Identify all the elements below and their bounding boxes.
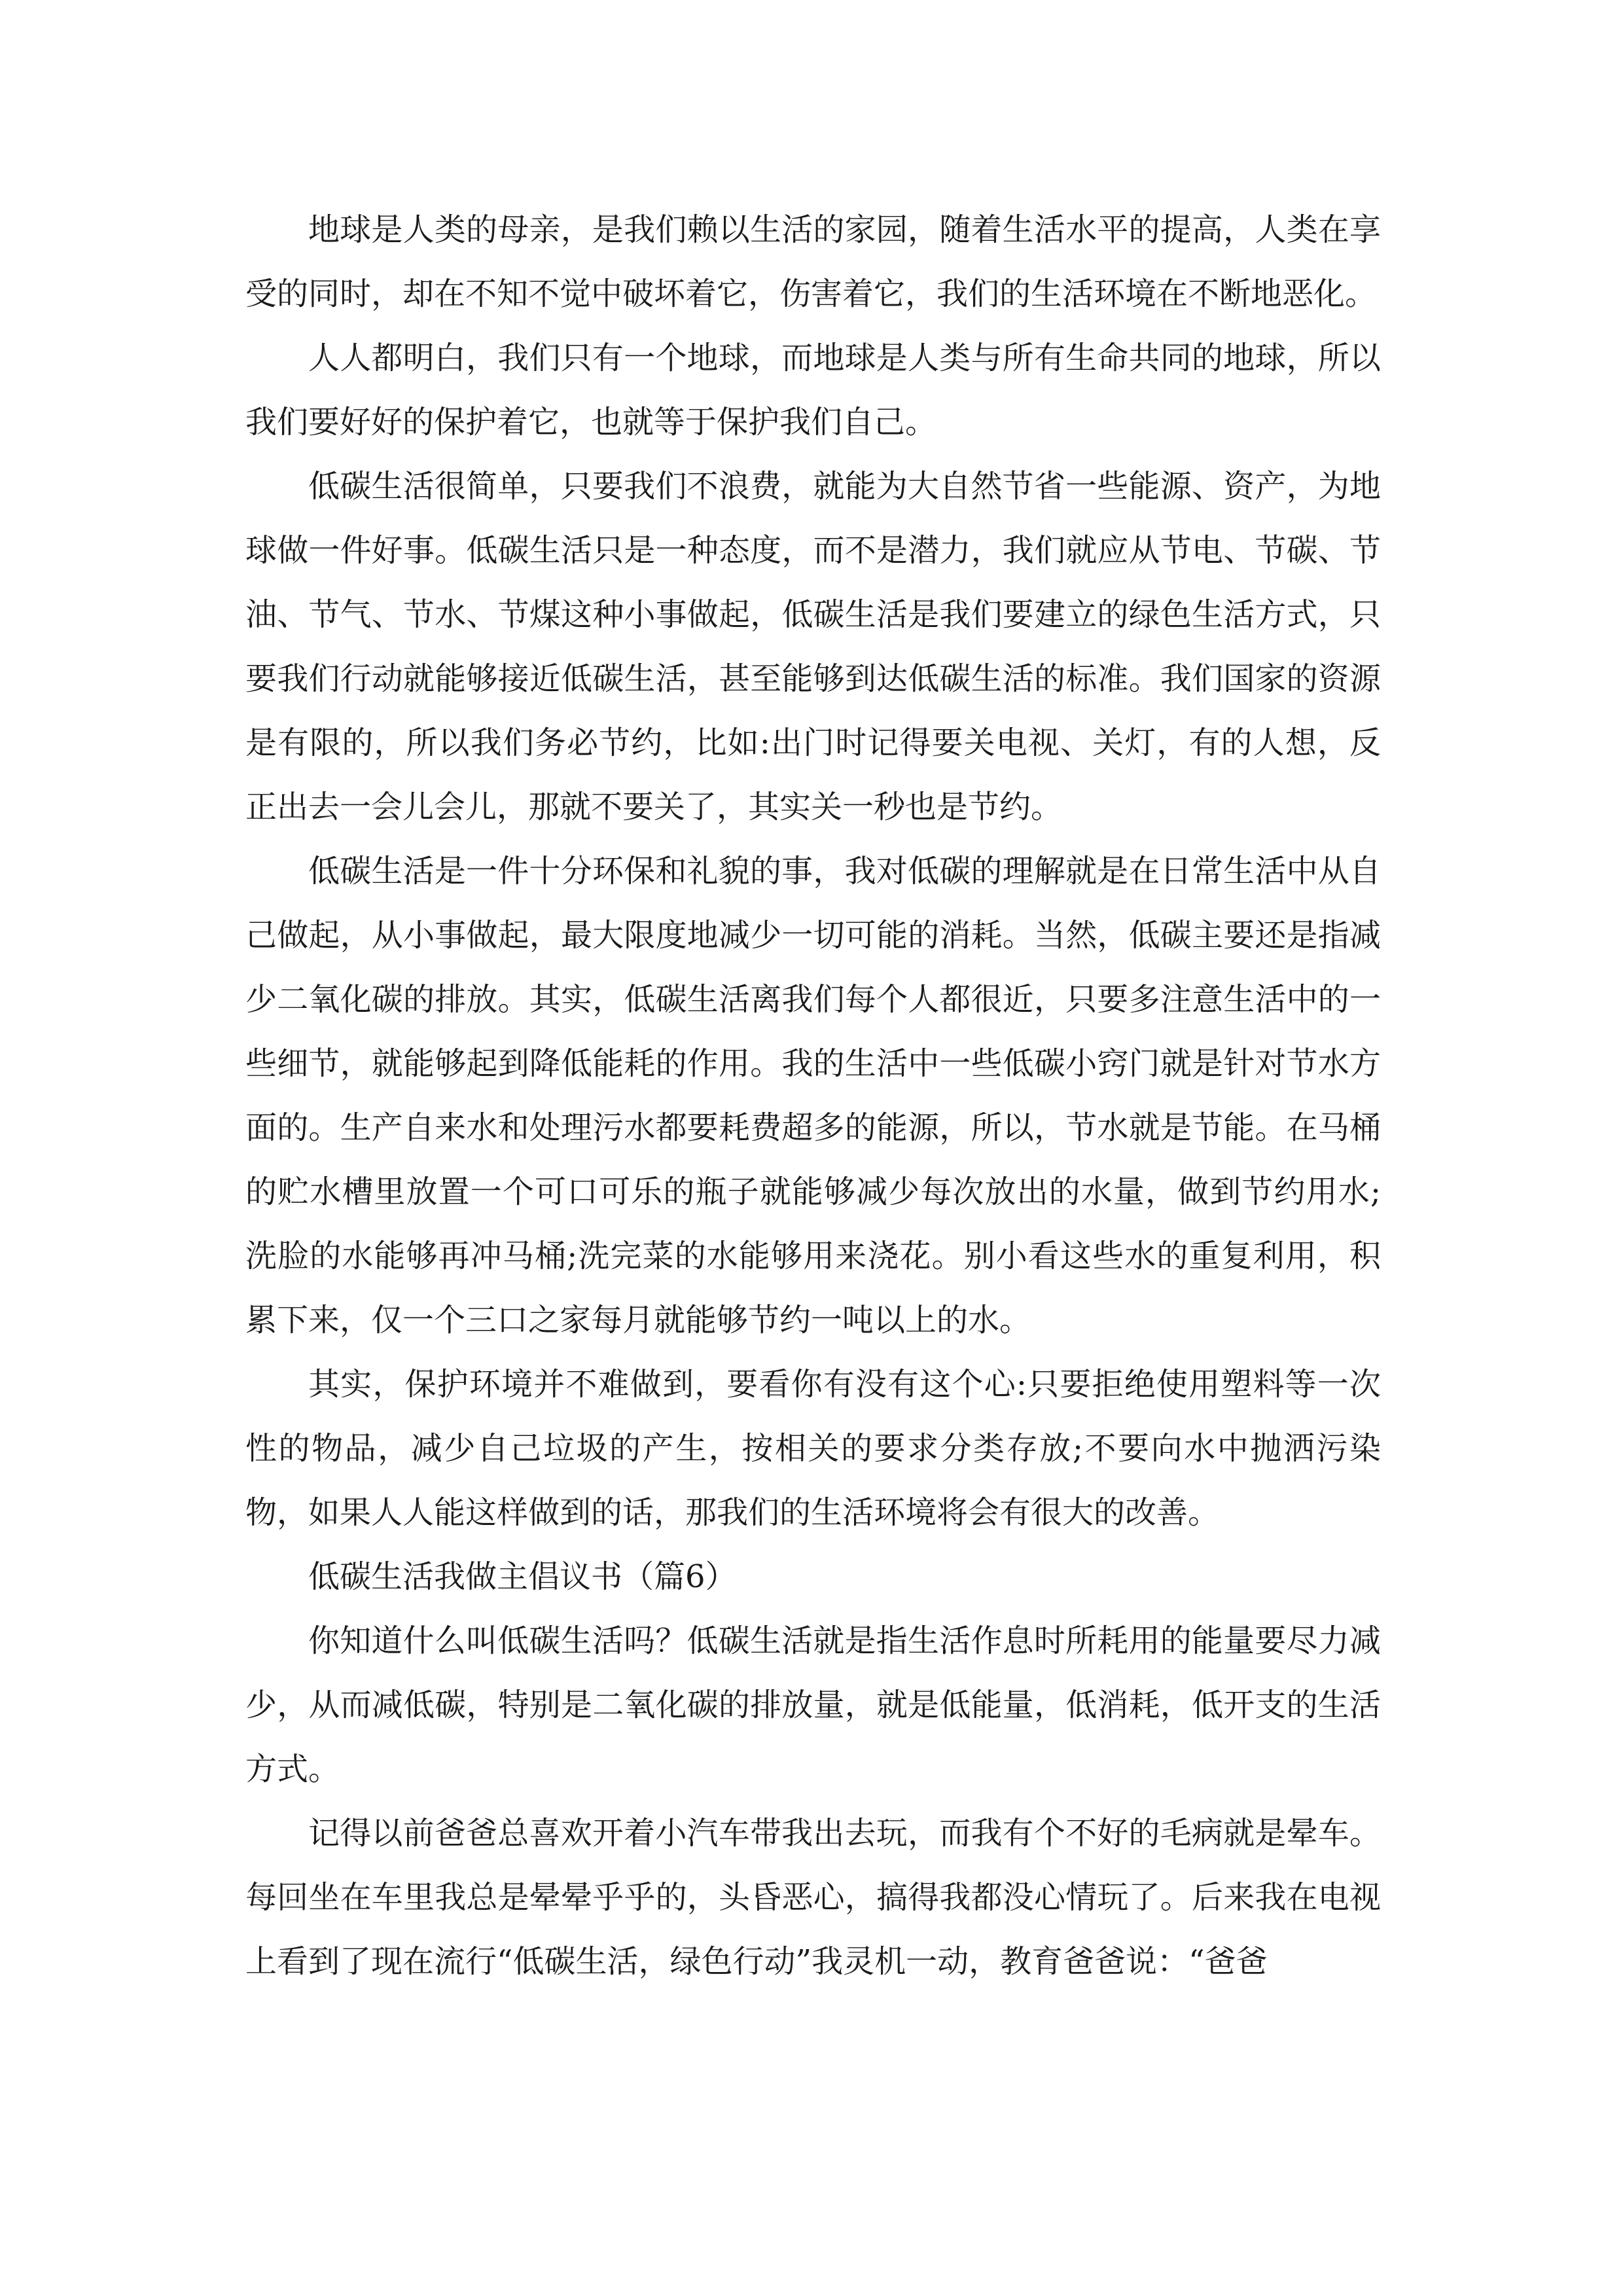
paragraph-what-is-low-carbon: 你知道什么叫低碳生活吗？低碳生活就是指生活作息时所耗用的能量要尽力减少，从而减低碳，特别是二氧化碳的排放量，就是低能量，低消耗，低开支的生活方式。 [245, 1623, 1381, 1787]
section-heading: 低碳生活我做主倡议书（篇6） [308, 1558, 737, 1595]
paragraph-low-carbon-simple: 低碳生活很简单，只要我们不浪费，就能为大自然节省一些能源、资产，为地球做一件好事。低碳生活只是一种态度，而不是潜力，我们就应从节电、节碳、节油、节气、节水、节煤这种小事做起，低碳生活是我们要建立的绿色生活方式，只要我们行动就能够接近低碳生活，甚至能够到达低碳生活的标准。我们国家的资源是有限的，所以我们务必节约，比如:出门时记得要关电视、关灯，有的人想，反正出去一会儿会儿，那就不要关了，其实关一秒也是节约。 [245, 468, 1381, 825]
paragraph-low-carbon-polite: 低碳生活是一件十分环保和礼貌的事，我对低碳的理解就是在日常生活中从自己做起，从小事做起，最大限度地减少一切可能的消耗。当然，低碳主要还是指减少二氧化碳的排放。其实，低碳生活离我们每个人都很近，只要多注意生活中的一些细节，就能够起到降低能耗的作用。我的生活中一些低碳小窍门就是针对节水方面的。生产自来水和处理污水都要耗费超多的能源，所以，节水就是节能。在马桶的贮水槽里放置一个可口可乐的瓶子就能够减少每次放出的水量，做到节约用水;洗脸的水能够再冲马桶;洗完菜的水能够用来浇花。别小看这些水的重复利用，积累下来，仅一个三口之家每月就能够节约一吨以上的水。 [245, 853, 1381, 1338]
document-body [245, 198, 1381, 1994]
paragraph-one-earth: 人人都明白，我们只有一个地球，而地球是人类与所有生命共同的地球，所以我们要好好的保护着它，也就等于保护我们自己。 [245, 340, 1381, 440]
paragraph-earth-mother: 地球是人类的母亲，是我们赖以生活的家园，随着生活水平的提高，人类在享受的同时，却在不知不觉中破坏着它，伤害着它，我们的生活环境在不断地恶化。 [245, 211, 1381, 312]
paragraph-dad-car: 记得以前爸爸总喜欢开着小汽车带我出去玩，而我有个不好的毛病就是晕车。每回坐在车里我总是晕晕乎乎的，头昏恶心，搞得我都没心情玩了。后来我在电视上看到了现在流行“低碳生活，绿色行动”我灵机一动，教育爸爸说：“爸爸 [245, 1815, 1381, 1980]
paragraph-protect-environment: 其实，保护环境并不难做到，要看你有没有这个心:只要拒绝使用塑料等一次性的物品，减少自己垃圾的产生，按相关的要求分类存放;不要向水中抛洒污染物，如果人人能这样做到的话，那我们的生活环境将会有很大的改善。 [245, 1366, 1381, 1531]
